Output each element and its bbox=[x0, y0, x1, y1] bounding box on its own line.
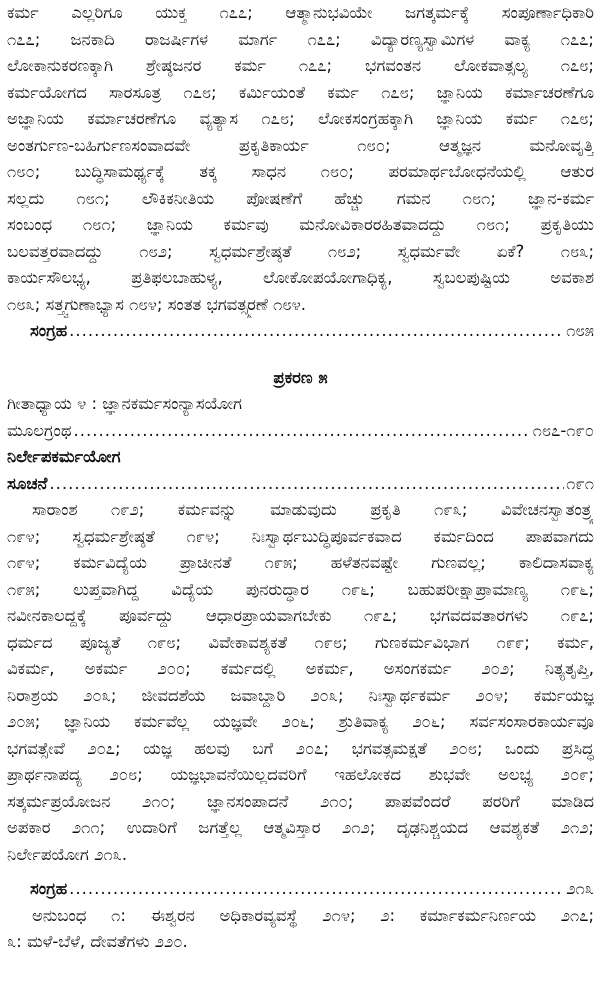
sangraha-entry-1 bbox=[7, 318, 594, 345]
leader-dots bbox=[69, 876, 564, 903]
toc-line: ೧೯೪; ಕರ್ಮವಿದ್ಯೆಯ ಪ್ರಾಚೀನತೆ ೧೯೫; ಹಳೆತನವಷ್ಟೇ ಗುಣವಲ್ಲ; ಕಾಲಿದಾಸವಾಕ್ಯ bbox=[7, 553, 594, 572]
spacer bbox=[7, 868, 594, 876]
chapter-subtitle-text: ಗೀತಾಧ್ಯಾಯ ೪ : ಜ್ಞಾನಕರ್ಮಸಂನ್ಯಾಸಯೋಗ bbox=[7, 394, 242, 413]
toc-line: ಭಗವತ್ಸೇವೆ ೨೦೭; ಯಜ್ಞ ಹಲವು ಬಗೆ ೨೦೭; ಭಗವತ್ಸಮಕ್ಷತೆ ೨೦೮; ಒಂದು ಪ್ರಸಿದ್ಧ bbox=[7, 738, 594, 758]
anubandha-block bbox=[7, 903, 594, 956]
toc-line: ಕರ್ಮಯೋಗದ ಸಾರಸೂತ್ರ ೧೭೮; ಕರ್ಮಿಯಂತೆ ಕರ್ಮ ೧೭೮; ಜ್ಞಾನಿಯ ಕರ್ಮಾಚರಣೆಗೂ bbox=[7, 82, 594, 102]
suchane-entry bbox=[7, 471, 594, 498]
toc-line: ಅಂತರ್ಗುಣ-ಬಹಿರ್ಗುಣಸಂವಾದವೇ ಪ್ರಕೃತಿಕಾರ್ಯ ೧೮೦; ಆತ್ಮಜ್ಞನ ಮನೋವೃತ್ತಿ bbox=[7, 135, 594, 155]
page-number: ೧೮೭-೧೯೦ bbox=[532, 420, 594, 440]
toc-line: ಕರ್ಮ ಎಲ್ಲರಿಗೂ ಯುಕ್ತ ೧೭೭; ಆತ್ಮಾನುಭವಿಯೇ ಜಗತ್ಕರ್ಮಕ್ಕೆ ಸಂಪೂರ್ಣಾಧಿಕಾರಿ bbox=[7, 3, 594, 22]
spacer bbox=[7, 345, 594, 365]
chapter-subtitle bbox=[7, 391, 594, 418]
toc-line: ೧೮೦; ಬುದ್ಧಿಸಾಮರ್ಥ್ಯಕ್ಕೆ ತಕ್ಕ ಸಾಧನ ೧೮೦; ಪರಮಾರ್ಥಬೋಧನೆಯಲ್ಲಿ ಆತುರ bbox=[7, 162, 594, 181]
leader-dots bbox=[69, 318, 564, 345]
sangraha-entry-2 bbox=[7, 876, 594, 903]
toc-block-1 bbox=[7, 0, 594, 318]
toc-line: ಸಲ್ಲದು ೧೮೧; ಲೌಕಿಕನೀತಿಯ ಪೋಷಣೆಗೆ ಹೆಚ್ಚು ಗಮನ ೧೮೧; ಜ್ಞಾನ-ಕರ್ಮ bbox=[7, 188, 594, 208]
section-heading: ನಿರ್ಲೇಪಕರ್ಮಯೋಗ bbox=[7, 447, 121, 466]
page-number: ೧೯೧ bbox=[566, 473, 594, 493]
toc-line: ನಿರ್ಲೇಪಯೋಗ ೨೧೩. bbox=[7, 844, 128, 864]
toc-line: ವಿಕರ್ಮ, ಅಕರ್ಮ ೨೦೦; ಕರ್ಮದಲ್ಲಿ ಅಕರ್ಮ, ಅಸಂಗಕರ್ಮ ೨೦೨; ನಿತ್ಯತೃಪ್ತಿ, bbox=[7, 659, 594, 678]
toc-line: ೨೦೫; ಜ್ಞಾನಿಯ ಕರ್ಮವೆಲ್ಲ ಯಜ್ಞವೇ ೨೦೬; ಶ್ರುತಿವಾಕ್ಯ ೨೦೬; ಸರ್ವಸಂಸಾರಕಾರ್ಯವೂ bbox=[7, 712, 594, 731]
toc-line: ಕಾರ್ಯಸೌಲಭ್ಯ, ಪ್ರತಿಫಲಬಾಹುಳ್ಯ, ಲೋಕೋಪಯೋಗಾಧಿಕ್ಯ, ಸ್ವಬಲಪುಷ್ಟಿಯ ಅವಕಾಶ bbox=[7, 268, 594, 287]
toc-line: ೩: ಮಳೆ-ಬೆಳೆ, ದೇವತೆಗಳು ೨೨೦. bbox=[7, 932, 188, 951]
sangraha-label: ಸಂಗ್ರಹ bbox=[30, 321, 68, 340]
toc-line: ನಿರಾಶ್ರಯ ೨೦೩; ಜೀವದಶೆಯ ಜವಾಬ್ದಾರಿ ೨೦೩; ನಿಃಸ್ವಾರ್ಥಕರ್ಮ ೨೦೪; ಕರ್ಮಯಜ್ಞ bbox=[7, 685, 594, 705]
toc-line: ೧೯೫; ಲುಪ್ತವಾಗಿದ್ದ ವಿದ್ಯೆಯ ಪುನರುದ್ಧಾರ ೧೯೬; ಬಹುಪರೀಕ್ಷಾಪ್ರಾಮಾಣ್ಯ ೧೯೬; bbox=[7, 579, 594, 599]
leader-dots bbox=[74, 418, 531, 445]
suchane-label: ಸೂಚನೆ bbox=[7, 473, 48, 493]
toc-line: ಧರ್ಮದ ಪೂಜ್ಯತೆ ೧೯೮; ವಿವೇಕಾವಶ್ಯಕತೆ ೧೯೮; ಗುಣಕರ್ಮವಿಭಾಗ ೧೯೯; ಕರ್ಮ, bbox=[7, 632, 594, 652]
toc-block-2 bbox=[7, 497, 594, 868]
toc-line: ೧೭೭; ಜನಕಾದಿ ರಾಜರ್ಷಿಗಳ ಮಾರ್ಗ ೧೭೭; ವಿದ್ಯಾರಣ್ಯಸ್ವಾಮಿಗಳ ವಾಕ್ಯ ೧೭೭; bbox=[7, 29, 594, 49]
toc-line: ೧೯೪; ಸ್ವಧರ್ಮಶ್ರೇಷ್ಠತೆ ೧೯೪; ನಿಃಸ್ವಾರ್ಥಬುದ್ಧಿಪೂರ್ವಕವಾದ ಕರ್ಮದಿಂದ ಪಾಪವಾಗದು bbox=[7, 526, 594, 546]
page-number: ೧೮೫ bbox=[566, 321, 594, 340]
toc-line: ಪ್ರಾರ್ಥನಾಪದ್ಯ ೨೦೮; ಯಜ್ಞಭಾವನೆಯಿಲ್ಲದವರಿಗೆ ಇಹಲೋಕದ ಶುಭವೇ ಅಲಭ್ಯ ೨೦೯; bbox=[7, 765, 594, 784]
chapter-title: ಪ್ರಕರಣ ೫ bbox=[273, 367, 328, 387]
mula-label: ಮೂಲಗ್ರಂಥ bbox=[7, 420, 72, 440]
toc-line: ಸಾರಾಂಶ ೧೯೨; ಕರ್ಮವನ್ನು ಮಾಡುವುದು ಪ್ರಕೃತಿ ೧೯೩; ವಿವೇಚನಸ್ವಾತಂತ್ರ್ಯ bbox=[32, 500, 594, 519]
toc-line: ೧೮೩; ಸತ್ತ್ವಗುಣಾಭ್ಯಾಸ ೧೮೪; ಸಂತತ ಭಗವತ್ಸ್ಮರಣೆ ೧೮೪. bbox=[7, 294, 307, 314]
toc-line: ಸತ್ಕರ್ಮಪ್ರಯೋಜನ ೨೧೦; ಜ್ಞಾನಸಂಪಾದನೆ ೨೧೦; ಪಾಪವೆಂದರೆ ಪರರಿಗೆ ಮಾಡಿದ bbox=[7, 791, 594, 811]
page-number: ೨೧೩ bbox=[566, 879, 594, 898]
toc-line: ಅನುಬಂಧ ೧: ಈಶ್ವರನ ಅಧಿಕಾರವ್ಯವಸ್ಥೆ ೨೧೪; ೨: ಕರ್ಮಾಕರ್ಮನಿರ್ಣಯ ೨೧೭; bbox=[32, 905, 594, 925]
toc-line: ಅಪಕಾರ ೨೧೧; ಉದಾರಿಗೆ ಜಗತ್ತೆಲ್ಲ ಆತ್ಮವಿಸ್ತಾರ ೨೧೨; ದೃಢನಿಶ್ಚಯದ ಆವಶ್ಯಕತೆ ೨೧೨; bbox=[7, 818, 594, 837]
toc-line: ಸಂಬಂಧ ೧೮೧; ಜ್ಞಾನಿಯ ಕರ್ಮವು ಮನೋವಿಕಾರರಹಿತವಾದದ್ದು ೧೮೧; ಪ್ರಕೃತಿಯು bbox=[7, 215, 594, 234]
mula-entry bbox=[7, 418, 594, 445]
toc-line: ನವೀನಕಾಲದ್ದಕ್ಕೆ ಪೂರ್ವದ್ದು ಆಧಾರಪ್ರಾಯವಾಗಬೇಕು ೧೯೭; ಭಗವದವತಾರಗಳು ೧೯೭; bbox=[7, 606, 594, 625]
leader-dots bbox=[49, 471, 564, 498]
toc-line: ಲೋಕಾನುಕರಣಕ್ಕಾಗಿ ಶ್ರೇಷ್ಠಜನರ ಕರ್ಮ ೧೭೭; ಭಗವಂತನ ಲೋಕವಾತ್ಸಲ್ಯ ೧೭೮; bbox=[7, 56, 594, 75]
sangraha-label: ಸಂಗ್ರಹ bbox=[30, 879, 68, 898]
toc-line: ಬಲವತ್ತರವಾದದ್ದು ೧೮೨; ಸ್ವಧರ್ಮಶ್ರೇಷ್ಠತೆ ೧೮೨; ಸ್ವಧರ್ಮವೇ ಏಕೆ? ೧೮೩; bbox=[7, 241, 594, 261]
toc-line: ಅಜ್ಞಾನಿಯ ಕರ್ಮಾಚರಣೆಗೂ ವ್ಯತ್ಯಾಸ ೧೭೮; ಲೋಕಸಂಗ್ರಹಕ್ಕಾಗಿ ಜ್ಞಾನಿಯ ಕರ್ಮ ೧೭೮; bbox=[7, 109, 594, 128]
